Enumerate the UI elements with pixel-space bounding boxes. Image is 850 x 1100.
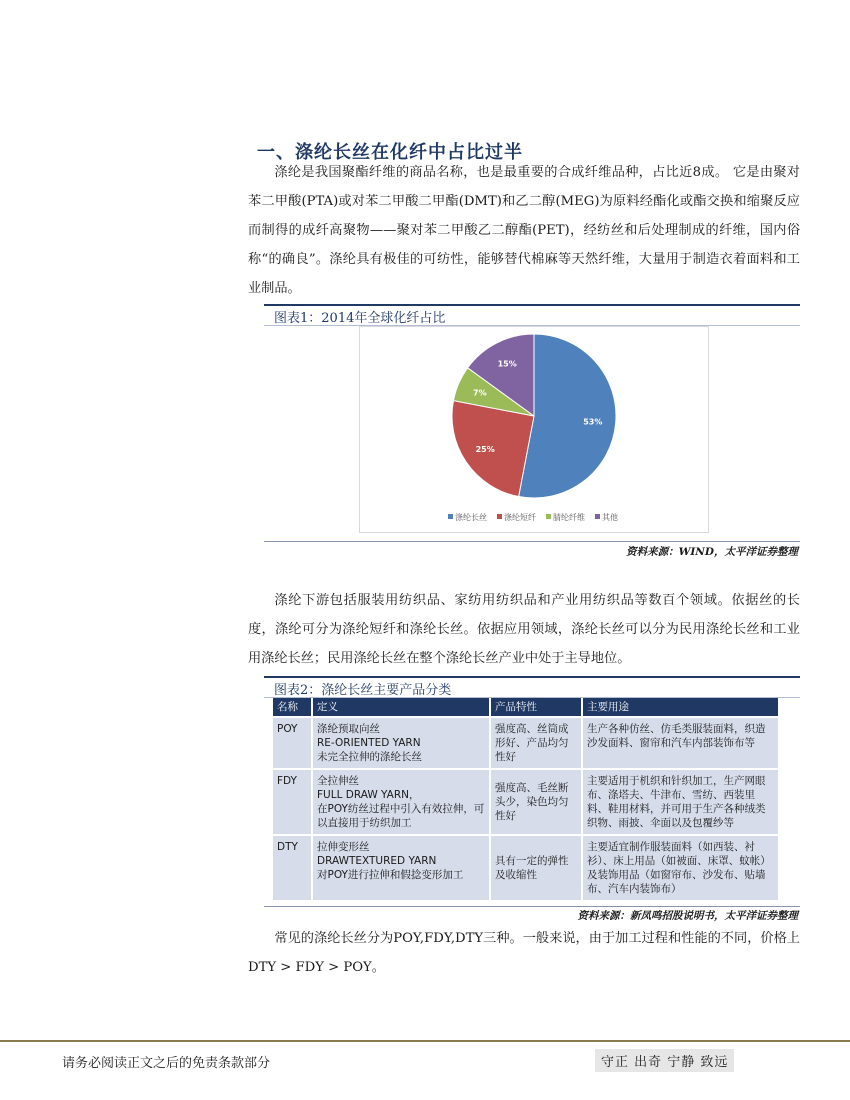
paragraph-2 xyxy=(248,586,800,673)
pie-data-label: 25% xyxy=(475,445,495,455)
definition-line: DRAWTEXTURED YARN xyxy=(317,855,437,867)
header-definition: 定义 xyxy=(312,698,490,717)
definition-line: 未完全拉伸的涤纶长丝 xyxy=(317,751,422,763)
footer-disclaimer: 请务必阅读正文之后的免责条款部分 xyxy=(62,1056,271,1071)
table-row xyxy=(273,769,778,835)
definition-line: 涤纶预取向丝 xyxy=(317,723,380,735)
table-row xyxy=(273,717,778,769)
cell-definition xyxy=(312,717,490,769)
legend-label: 涤纶短纤 xyxy=(504,513,536,522)
figure1-source: 资料来源：WIND，太平洋证券整理 xyxy=(626,546,798,558)
footer-rule xyxy=(0,1040,850,1042)
pie-chart-frame xyxy=(359,326,709,533)
cell-name: POY xyxy=(273,717,312,769)
definition-line: RE-ORIENTED YARN xyxy=(317,737,421,749)
paragraph-2-text: 涤纶下游包括服装用纺织品、家纺用纺织品和产业用纺织品等数百个领域。依据丝的长度，涤纶可分为涤纶短纤和涤纶长丝。依据应用领域，涤纶长丝可以分为民用涤纶长丝和工业用涤纶长丝；民用涤纶长丝在整个涤纶长丝产业中处于主导地位。 xyxy=(248,593,800,666)
pie-data-label: 7% xyxy=(473,388,487,398)
product-classification-table xyxy=(273,698,778,900)
cell-feature: 具有一定的弹性及收缩性 xyxy=(490,835,582,900)
legend-label: 腈纶纤维 xyxy=(553,513,585,522)
legend-swatch xyxy=(546,514,551,519)
definition-line: 全拉伸丝 xyxy=(317,775,359,787)
figure2-bottom-rule xyxy=(264,906,800,907)
intro-paragraph xyxy=(248,158,800,303)
cell-definition xyxy=(312,835,490,900)
legend-label: 其他 xyxy=(602,513,618,522)
header-usage: 主要用途 xyxy=(582,698,778,717)
figure2-title: 图表2：涤纶长丝主要产品分类 xyxy=(274,683,452,698)
definition-line: 在POY纺丝过程中引入有效拉伸，可以直接用于纺织加工 xyxy=(317,803,485,829)
figure1-title: 图表1：2014年全球化纤占比 xyxy=(274,311,446,326)
cell-usage: 生产各种仿丝、仿毛类服装面料，织造沙发面料、窗帘和汽车内部装饰布等 xyxy=(582,717,778,769)
legend-label: 涤纶长丝 xyxy=(455,513,487,522)
legend-swatch xyxy=(448,514,453,519)
definition-line: 拉伸变形丝 xyxy=(317,841,370,853)
section-heading: 一、涤纶长丝在化纤中占比过半 xyxy=(257,142,523,163)
pie-chart xyxy=(360,327,708,532)
cell-feature: 强度高、丝筒成形好、产品均匀性好 xyxy=(490,717,582,769)
cell-definition xyxy=(312,769,490,835)
intro-text: 涤纶是我国聚酯纤维的商品名称，也是最重要的合成纤维品种，占比近8成。 它是由聚对苯二甲酸(PTA)或对苯二甲酸二甲酯(DMT)和乙二醇(MEG)为原料经酯化或酯交换和缩聚反应而制得的成纤高聚物——聚对苯二甲酸乙二醇酯(PET)，经纺丝和后处理制成的纤维，国内俗称“的确良”。涤纶具有极佳的可纺性，能够替代棉麻等天然纤维，大量用于制造衣着面料和工业制品。 xyxy=(248,165,800,296)
figure1-bottom-rule xyxy=(264,541,800,542)
paragraph-3-text: 常见的涤纶长丝分为POY,FDY,DTY三种。一般来说，由于加工过程和性能的不同，价格上DTY > FDY > POY。 xyxy=(248,931,800,975)
table-header-row xyxy=(273,698,778,717)
pie-data-label: 53% xyxy=(583,417,603,427)
definition-line: 对POY进行拉伸和假捻变形加工 xyxy=(317,869,464,881)
legend-swatch xyxy=(595,514,600,519)
footer-motto: 守正 出奇 宁静 致远 xyxy=(595,1049,734,1072)
pie-data-label: 15% xyxy=(497,359,517,369)
figure2-source: 资料来源：新凤鸣招股说明书，太平洋证券整理 xyxy=(577,910,798,922)
cell-usage: 主要适用于机织和针织加工，生产网眼布、涤塔夫、牛津布、雪纺、西装里料、鞋用材料，并可用于生产各种绒类织物、雨披、伞面以及包覆纱等 xyxy=(582,769,778,835)
cell-feature: 强度高、毛丝断头少，染色均匀性好 xyxy=(490,769,582,835)
table-row xyxy=(273,835,778,900)
cell-usage: 主要适宜制作服装面料（如西装、衬衫）、床上用品（如被面、床罩、蚊帐）及装饰用品（如窗帘布、沙发布、贴墙布、汽车内装饰布） xyxy=(582,835,778,900)
definition-line: FULL DRAW YARN， xyxy=(317,789,420,801)
header-feature: 产品特性 xyxy=(490,698,582,717)
legend-swatch xyxy=(497,514,502,519)
cell-name: FDY xyxy=(273,769,312,835)
cell-name: DTY xyxy=(273,835,312,900)
header-name: 名称 xyxy=(273,698,312,717)
paragraph-3 xyxy=(248,924,800,982)
